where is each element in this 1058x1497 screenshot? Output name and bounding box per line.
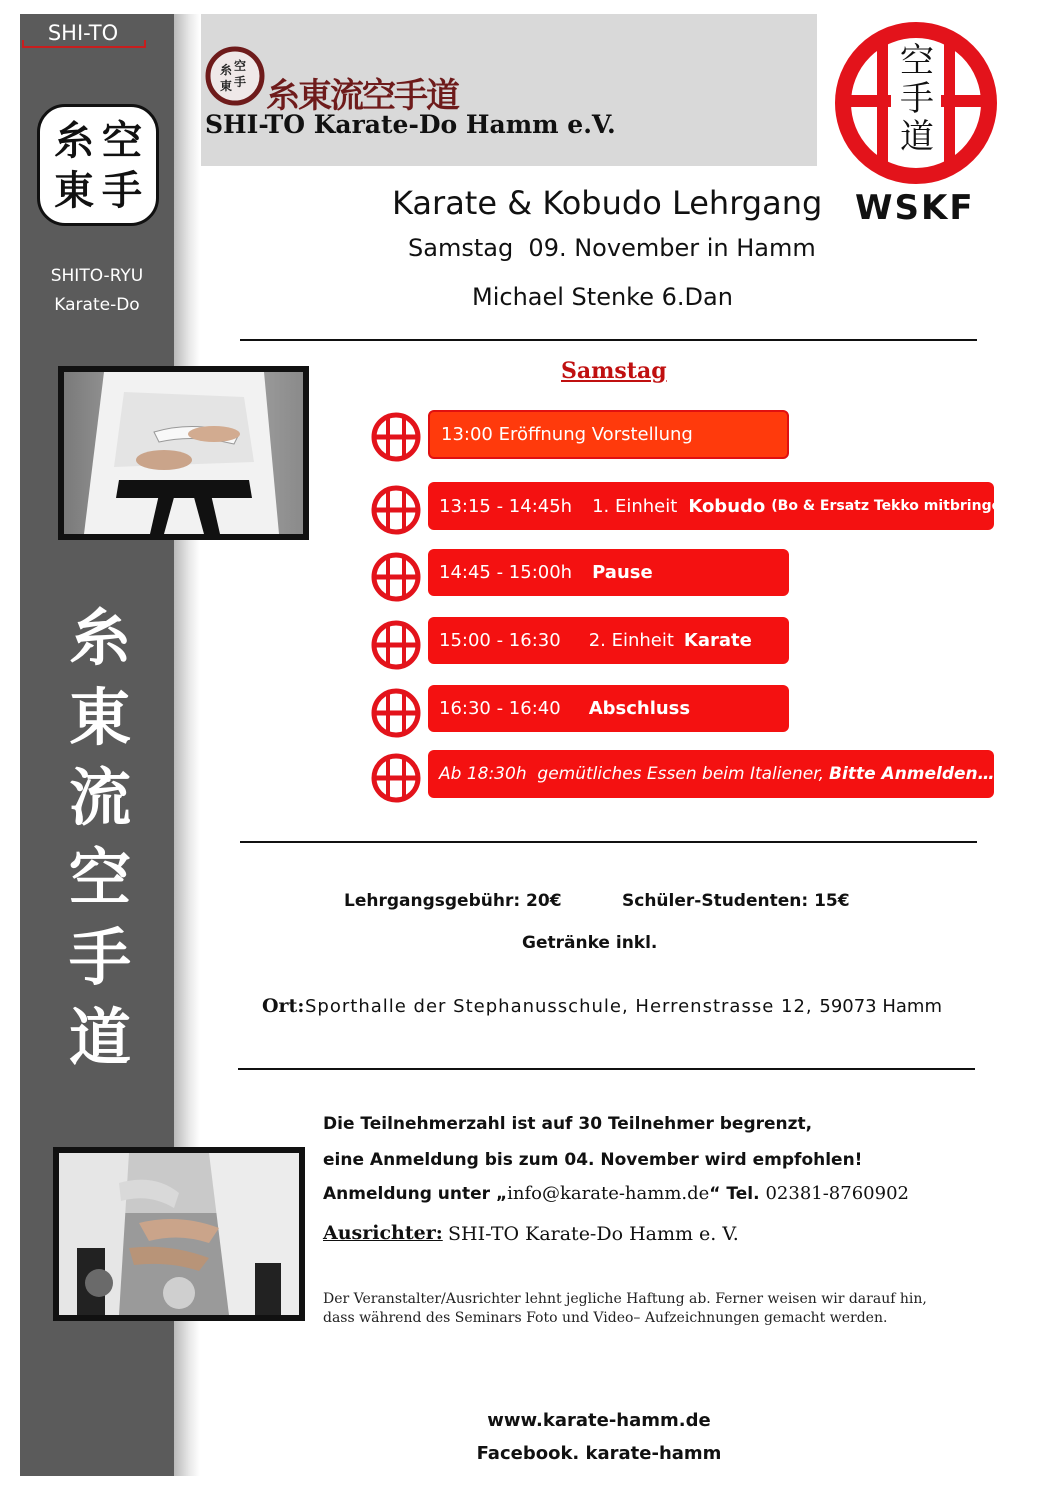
- schedule-label: 2. Einheit: [588, 630, 674, 651]
- schedule-time: 13:15 - 14:45h: [439, 495, 573, 517]
- venue-street: Sporthalle der Stephanusschule, Herrenstrasse 12,: [305, 996, 813, 1017]
- event-title: Karate & Kobudo Lehrgang: [392, 184, 823, 222]
- registration-deadline: eine Anmeldung bis zum 04. November wird empfohlen!: [323, 1150, 863, 1170]
- venue-address: [305, 996, 942, 1017]
- venue-label: Ort:: [262, 995, 305, 1017]
- participant-limit: Die Teilnehmerzahl ist auf 30 Teilnehmer begrenzt,: [323, 1114, 813, 1134]
- divider: [238, 1068, 975, 1070]
- footer-facebook[interactable]: Facebook. karate-hamm: [476, 1443, 722, 1464]
- wskf-mark-icon: [371, 753, 421, 803]
- divider: [240, 339, 977, 341]
- kanji-badge-logo: [37, 104, 159, 226]
- organizer-name: SHI-TO Karate-Do Hamm e. V.: [448, 1223, 739, 1245]
- brush-title: 糸東流空手道: [266, 76, 458, 116]
- schedule-time: 13:00 Eröffnung Vorstellung: [441, 424, 693, 445]
- fee-drinks: Getränke inkl.: [522, 933, 658, 953]
- vertical-kanji-char: 糸: [68, 601, 131, 674]
- event-instructor: Michael Stenke 6.Dan: [472, 283, 733, 311]
- registration-contact: [323, 1183, 909, 1204]
- schedule-time: 16:30 - 16:40: [439, 698, 561, 719]
- vertical-kanji-char: 手: [68, 921, 131, 994]
- contact-phone[interactable]: 02381-8760902: [765, 1183, 909, 1204]
- venue-city: 59073 Hamm: [819, 996, 942, 1017]
- disclaimer-line-2: dass während des Seminars Foto und Video– Aufzeichnungen gemacht werden.: [323, 1310, 888, 1326]
- schedule-item: [428, 549, 789, 596]
- style-line-2: Karate-Do: [54, 295, 140, 315]
- badge-kanji: 糸: [54, 117, 94, 164]
- contact-prefix: Anmeldung unter „: [323, 1184, 508, 1204]
- wskf-kanji: 道: [900, 117, 934, 157]
- schedule-time: 15:00 - 16:30: [439, 630, 561, 651]
- vertical-kanji-char: 流: [68, 761, 131, 834]
- sidebar-tag-underline: [22, 40, 146, 48]
- contact-email-link[interactable]: info@karate-hamm.de: [507, 1183, 710, 1204]
- schedule-topic: Kobudo: [688, 495, 766, 517]
- wskf-kanji: 手: [900, 79, 934, 119]
- wskf-mark-icon: [371, 620, 421, 670]
- schedule-item: [428, 410, 789, 459]
- contact-mid: “ Tel.: [709, 1184, 760, 1204]
- wskf-logo: [833, 20, 999, 232]
- seal-kanji: 手: [234, 75, 247, 89]
- schedule-label: 1. Einheit: [592, 495, 678, 517]
- seal-kanji: 空: [234, 59, 247, 73]
- wskf-mark-icon: [371, 485, 421, 535]
- badge-kanji: 手: [102, 167, 142, 214]
- schedule-time: Ab 18:30h gemütliches Essen beim Italiener,: [439, 764, 825, 784]
- wskf-label: WSKF: [855, 188, 975, 228]
- schedule-topic: Karate: [683, 630, 752, 651]
- schedule-item: [428, 750, 994, 798]
- schedule-item: [428, 617, 789, 664]
- karate-stance-photo: [58, 366, 309, 540]
- organizer-label: Ausrichter:: [323, 1222, 443, 1244]
- schedule-topic: Abschluss: [588, 698, 691, 719]
- wskf-kanji: 空: [900, 41, 934, 81]
- seal-kanji: 東: [220, 79, 233, 93]
- badge-kanji: 東: [54, 167, 94, 214]
- vertical-kanji-char: 東: [68, 681, 131, 754]
- schedule-day-heading: Samstag: [561, 358, 667, 384]
- vertical-kanji-char: 道: [68, 1001, 131, 1074]
- club-name: SHI-TO Karate-Do Hamm e.V.: [205, 110, 616, 139]
- wskf-mark-icon: [371, 552, 421, 602]
- fee-regular: Lehrgangsgebühr: 20€: [344, 891, 562, 911]
- style-line-1: SHITO-RYU: [50, 266, 144, 286]
- vertical-kanji-char: 空: [68, 841, 131, 914]
- schedule-topic: Bitte Anmelden…: [829, 764, 995, 784]
- sidebar-tag: SHI-TO: [47, 21, 119, 45]
- wskf-mark-icon: [371, 688, 421, 738]
- disclaimer-line-1: Der Veranstalter/Ausrichter lehnt jegliche Haftung ab. Ferner weisen wir darauf hin,: [323, 1291, 927, 1307]
- schedule-topic: Pause: [592, 562, 653, 583]
- footer-website-link[interactable]: www.karate-hamm.de: [487, 1410, 711, 1431]
- schedule-note: (Bo & Ersatz Tekko mitbringen): [771, 498, 1018, 514]
- fee-students: Schüler-Studenten: 15€: [622, 891, 850, 911]
- club-seal-logo: [204, 45, 266, 107]
- schedule-item: [428, 482, 1018, 530]
- event-date: Samstag 09. November in Hamm: [408, 234, 816, 262]
- divider: [240, 841, 977, 843]
- partner-technique-photo: [53, 1147, 305, 1321]
- wskf-mark-icon: [371, 412, 421, 462]
- vertical-kanji: [60, 598, 140, 1078]
- schedule-time: 14:45 - 15:00h: [439, 562, 573, 583]
- badge-kanji: 空: [102, 117, 142, 164]
- schedule-item: [428, 685, 789, 732]
- seal-kanji: 糸: [220, 63, 233, 77]
